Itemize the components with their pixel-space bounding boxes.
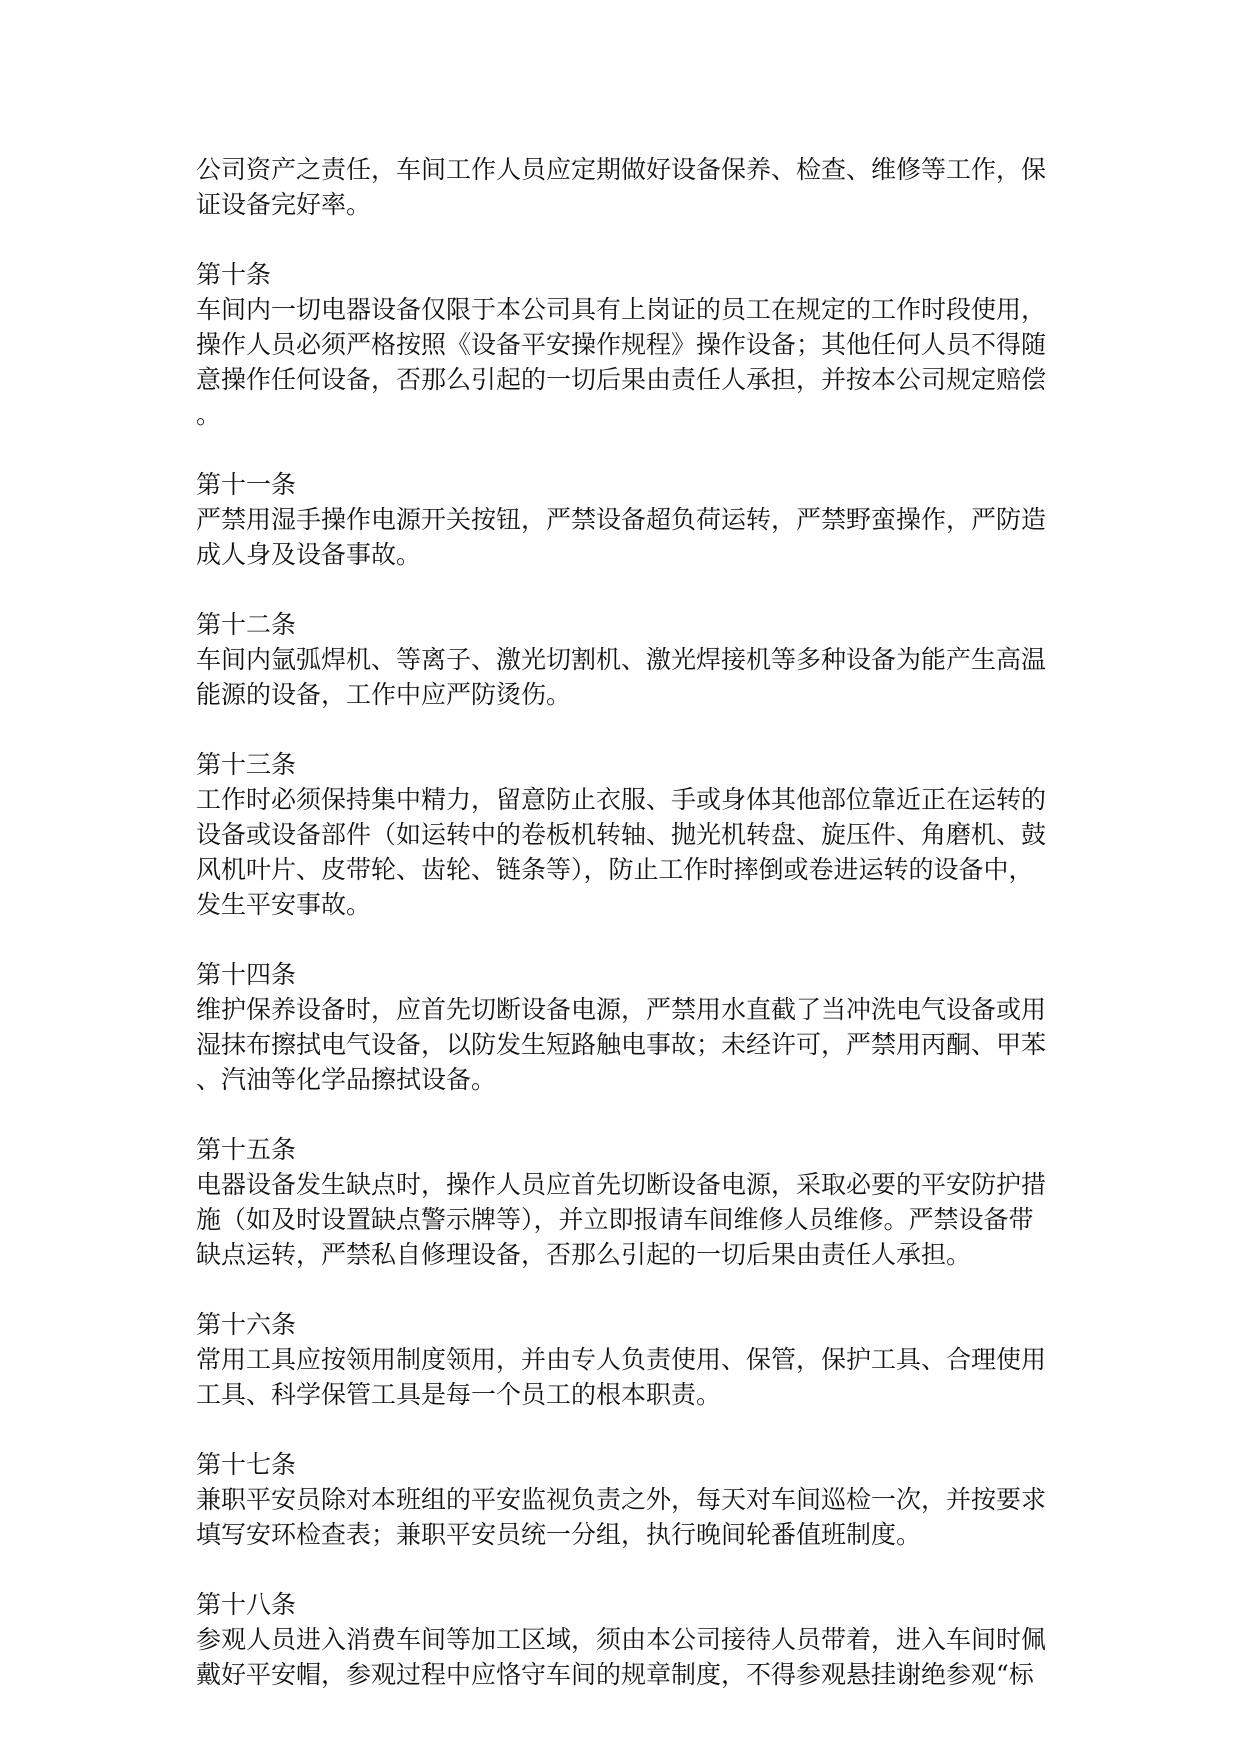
article-14 [196, 957, 1056, 1097]
article-heading: 第十条 [196, 260, 272, 289]
article-11 [196, 467, 1056, 572]
document-page [196, 152, 1056, 1692]
article-heading: 第十三条 [196, 750, 297, 779]
article-13 [196, 747, 1056, 922]
article-body: 参观人员进入消费车间等加工区域，须由本公司接待人员带着，进入车间时佩 戴好平安帽，参观过程中应恪守车间的规章制度，不得参观悬挂谢绝参观“标 [196, 1625, 1047, 1689]
article-body: 电器设备发生缺点时，操作人员应首先切断设备电源，采取必要的平安防护措 施（如及时设置缺点警示牌等），并立即报请车间维修人员维修。严禁设备带 缺点运转，严禁私自修理设备，否那么引起的一切后果由责任人承担。 [196, 1170, 1047, 1269]
article-heading: 第十七条 [196, 1450, 297, 1479]
article-heading: 第十八条 [196, 1590, 297, 1619]
article-heading: 第十二条 [196, 610, 297, 639]
article-body: 维护保养设备时，应首先切断设备电源，严禁用水直截了当冲洗电气设备或用 湿抹布擦拭电气设备，以防发生短路触电事故；未经许可，严禁用丙酮、甲苯 、汽油等化学品擦拭设备。 [196, 995, 1047, 1094]
article-10 [196, 257, 1056, 432]
article-17 [196, 1447, 1056, 1552]
article-body: 工作时必须保持集中精力，留意防止衣服、手或身体其他部位靠近正在运转的 设备或设备部件（如运转中的卷板机转轴、抛光机转盘、旋压件、角磨机、鼓 风机叶片、皮带轮、齿轮、链条等），防止工作时摔倒或卷进运转的设备中， 发生平安事故。 [196, 785, 1047, 919]
article-body: 车间内一切电器设备仅限于本公司具有上岗证的员工在规定的工作时段使用， 操作人员必须严格按照《设备平安操作规程》操作设备；其他任何人员不得随 意操作任何设备，否那么引起的一切后果由责任人承担，并按本公司规定赔偿 。 [196, 295, 1047, 429]
article-12 [196, 607, 1056, 712]
article-heading: 第十六条 [196, 1310, 297, 1339]
article-body: 常用工具应按领用制度领用，并由专人负责使用、保管，保护工具、合理使用 工具、科学保管工具是每一个员工的根本职责。 [196, 1345, 1047, 1409]
article-heading: 第十四条 [196, 960, 297, 989]
article-heading: 第十五条 [196, 1135, 297, 1164]
intro-paragraph: 公司资产之责任，车间工作人员应定期做好设备保养、检查、维修等工作，保 证设备完好率。 [196, 155, 1047, 219]
article-heading: 第十一条 [196, 470, 297, 499]
article-15 [196, 1132, 1056, 1272]
article-body: 兼职平安员除对本班组的平安监视负责之外，每天对车间巡检一次，并按要求 填写安环检查表；兼职平安员统一分组，执行晚间轮番值班制度。 [196, 1485, 1047, 1549]
article-body: 车间内氩弧焊机、等离子、激光切割机、激光焊接机等多种设备为能产生高温 能源的设备，工作中应严防烫伤。 [196, 645, 1047, 709]
article-16 [196, 1307, 1056, 1412]
article-18 [196, 1587, 1056, 1692]
article-body: 严禁用湿手操作电源开关按钮，严禁设备超负荷运转，严禁野蛮操作，严防造 成人身及设备事故。 [196, 505, 1047, 569]
